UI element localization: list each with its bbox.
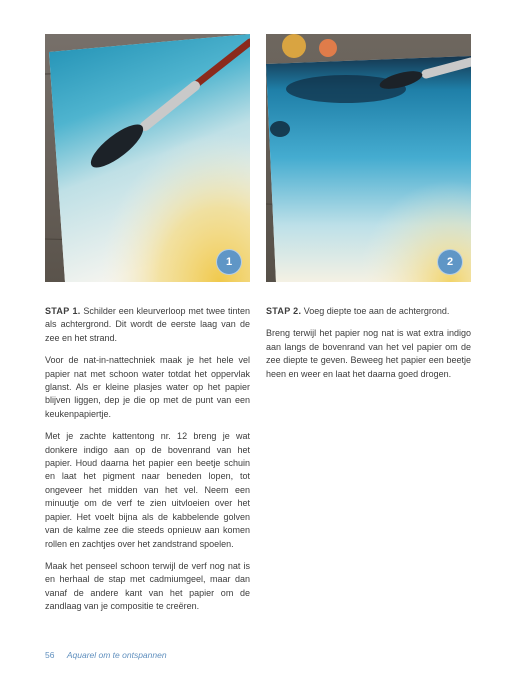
step-1-photo [45,34,250,282]
step-2-badge: 2 [437,249,463,275]
step-1-illustration [45,34,250,282]
step-2-photo [266,34,471,282]
step-1-badge: 1 [216,249,242,275]
step-2-paragraph: Breng terwijl het papier nog nat is wat extra indigo aan langs de bovenrand van het vel papier om de zee diepte te geven. Beweeg het papier een beetje heen en weer en laat het daarna goed drogen. [266,328,471,379]
step-1-intro [45,305,250,345]
step-1-paragraph: Met je zachte kattentong nr. 12 breng je wat donkere indigo aan op de bovenrand van het papier. Houd daarna het papier een beetje schuin en laat het pigment naar beneden lopen, tot ongeveer het midden van het vel. Neem een minuutje om de verf te zien uitvloeien over het papier. Het voelt bijna als de kabbelende golven van de kalme zee die steeds opnieuw aan komen rollen en zachtjes over het zandstrand spoelen. [45,431,250,549]
step-1-label: STAP 1. [45,306,81,316]
step-1-paragraph: Maak het penseel schoon terwijl de verf nog nat is en herhaal de stap met cadmiumgeel, maar dan vanaf de andere kant van het papier om de zandlaag van je compositie te creëren. [45,560,250,612]
step-2-illustration [266,34,471,282]
step-1-paragraph: Voor de nat-in-nattechniek maak je het hele vel papier nat met schoon water totdat het oppervlak glanst. Als er kleine plasjes water op het papier blijven liggen, dep je die op met de punt van een keukenpapiertje. [45,355,250,419]
step-2-intro-text: Voeg diepte toe aan de achtergrond. [301,306,450,316]
step-2-label: STAP 2. [266,306,302,316]
step-2-intro [266,305,471,318]
step-1-text-column [45,305,250,623]
step-1-intro-text: Schilder een kleurverloop met twee tinten als achtergrond. Dit wordt de eerste laag van de zee en het strand. [45,306,251,343]
page-footer [45,650,167,660]
book-title: Aquarel om te ontspannen [66,650,167,660]
page-number: 56 [45,650,55,660]
step-2-text-column [266,305,471,390]
